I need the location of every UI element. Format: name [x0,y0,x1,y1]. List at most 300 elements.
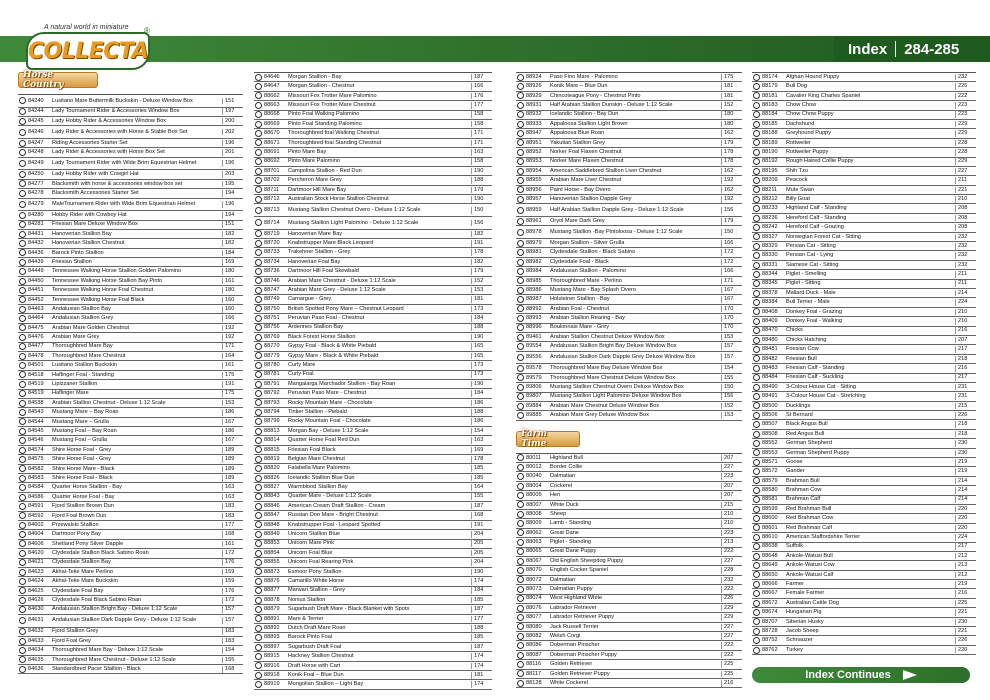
checkbox-circle-icon[interactable] [753,337,760,344]
checkbox-circle-icon[interactable] [19,231,26,238]
checkbox-circle-icon[interactable] [19,666,26,673]
checkbox-circle-icon[interactable] [753,618,760,625]
checkbox-circle-icon[interactable] [753,393,760,400]
checkbox-circle-icon[interactable] [753,468,760,475]
checkbox-circle-icon[interactable] [255,324,262,331]
product-name: Campolina Stallion - Red Dun [288,167,362,174]
checkbox-circle-icon[interactable] [753,308,760,315]
product-code: 88184 [762,111,778,118]
checkbox-circle-icon[interactable] [517,324,524,331]
checkbox-circle-icon[interactable] [255,177,262,184]
product-code: 89806 [526,384,542,390]
checkbox-circle-icon[interactable] [517,511,524,518]
checkbox-circle-icon[interactable] [255,559,262,566]
page-number: 173 [471,362,492,369]
checkbox-circle-icon[interactable] [517,121,524,128]
checkbox-circle-icon[interactable] [19,108,26,115]
checkbox-circle-icon[interactable] [517,384,524,391]
index-row [254,295,492,304]
checkbox-circle-icon[interactable] [19,240,26,247]
checkbox-circle-icon[interactable] [19,221,26,228]
checkbox-circle-icon[interactable] [19,437,26,444]
checkbox-circle-icon[interactable] [19,296,26,303]
page-number: 152 [721,102,742,109]
checkbox-circle-icon[interactable] [255,139,262,146]
checkbox-circle-icon[interactable] [255,390,262,397]
checkbox-circle-icon[interactable] [753,384,760,391]
checkbox-circle-icon[interactable] [517,149,524,156]
checkbox-circle-icon[interactable] [19,628,26,635]
checkbox-circle-icon[interactable] [753,402,760,409]
checkbox-circle-icon[interactable] [753,215,760,222]
page-number: 177 [471,616,492,623]
checkbox-circle-icon[interactable] [19,160,26,167]
checkbox-circle-icon[interactable] [255,92,262,99]
checkbox-circle-icon[interactable] [255,74,262,81]
checkbox-circle-icon[interactable] [19,531,26,538]
checkbox-circle-icon[interactable] [517,92,524,99]
checkbox-circle-icon[interactable] [753,515,760,522]
checkbox-circle-icon[interactable] [255,240,262,247]
index-title: Index [848,40,888,58]
checkbox-circle-icon[interactable] [255,672,262,679]
checkbox-circle-icon[interactable] [517,605,524,612]
checkbox-circle-icon[interactable] [19,418,26,425]
checkbox-circle-icon[interactable] [255,121,262,128]
checkbox-circle-icon[interactable] [19,118,26,125]
checkbox-circle-icon[interactable] [753,299,760,306]
checkbox-circle-icon[interactable] [517,130,524,137]
index-row [516,195,742,204]
checkbox-circle-icon[interactable] [19,140,26,147]
product-name: Akhal-Teke Mare Perlino [52,568,113,575]
checkbox-circle-icon[interactable] [753,224,760,231]
checkbox-circle-icon[interactable] [753,412,760,419]
checkbox-circle-icon[interactable] [255,381,262,388]
checkbox-circle-icon[interactable] [753,121,760,128]
checkbox-circle-icon[interactable] [753,158,760,165]
checkbox-circle-icon[interactable] [753,130,760,137]
checkbox-circle-icon[interactable] [753,83,760,90]
checkbox-circle-icon[interactable] [19,569,26,576]
checkbox-circle-icon[interactable] [517,158,524,165]
index-row [752,355,976,364]
checkbox-circle-icon[interactable] [753,609,760,616]
checkbox-circle-icon[interactable] [19,381,26,388]
checkbox-circle-icon[interactable] [517,259,524,266]
product-code: 88580 [762,487,778,494]
checkbox-circle-icon[interactable] [517,168,524,175]
checkbox-circle-icon[interactable] [19,315,26,322]
checkbox-circle-icon[interactable] [753,318,760,325]
checkbox-circle-icon[interactable] [517,177,524,184]
checkbox-circle-icon[interactable] [255,634,262,641]
checkbox-circle-icon[interactable] [255,277,262,284]
checkbox-circle-icon[interactable] [753,534,760,541]
checkbox-circle-icon[interactable] [255,568,262,575]
checkbox-circle-icon[interactable] [753,628,760,635]
checkbox-circle-icon[interactable] [517,374,524,381]
page-number: 188 [471,625,492,632]
index-row [18,549,243,558]
page-number: 169 [471,447,492,454]
checkbox-circle-icon[interactable] [753,440,760,447]
checkbox-circle-icon[interactable] [255,428,262,435]
checkbox-circle-icon[interactable] [517,207,524,214]
checkbox-circle-icon[interactable] [255,334,262,341]
checkbox-circle-icon[interactable] [517,139,524,146]
index-continues-button[interactable] [752,667,970,683]
checkbox-circle-icon[interactable] [753,487,760,494]
checkbox-circle-icon[interactable] [255,287,262,294]
checkbox-circle-icon[interactable] [517,240,524,247]
checkbox-circle-icon[interactable] [19,278,26,285]
checkbox-circle-icon[interactable] [753,74,760,81]
checkbox-circle-icon[interactable] [255,615,262,622]
checkbox-circle-icon[interactable] [255,644,262,651]
checkbox-circle-icon[interactable] [753,562,760,569]
checkbox-circle-icon[interactable] [517,305,524,312]
checkbox-circle-icon[interactable] [19,512,26,519]
checkbox-circle-icon[interactable] [255,625,262,632]
checkbox-circle-icon[interactable] [517,520,524,527]
checkbox-circle-icon[interactable] [19,428,26,435]
checkbox-circle-icon[interactable] [19,597,26,604]
checkbox-circle-icon[interactable] [753,92,760,99]
checkbox-circle-icon[interactable] [753,553,760,560]
page-number: 190 [471,569,492,576]
checkbox-circle-icon[interactable] [753,590,760,597]
page-number: 179 [721,140,742,147]
checkbox-circle-icon[interactable] [517,83,524,90]
checkbox-circle-icon[interactable] [255,168,262,175]
checkbox-circle-icon[interactable] [753,243,760,250]
checkbox-circle-icon[interactable] [753,346,760,353]
checkbox-circle-icon[interactable] [19,287,26,294]
checkbox-circle-icon[interactable] [753,355,760,362]
checkbox-circle-icon[interactable] [517,277,524,284]
checkbox-circle-icon[interactable] [255,653,262,660]
checkbox-circle-icon[interactable] [19,550,26,557]
checkbox-circle-icon[interactable] [19,522,26,529]
checkbox-circle-icon[interactable] [517,595,524,602]
checkbox-circle-icon[interactable] [255,578,262,585]
checkbox-circle-icon[interactable] [753,139,760,146]
checkbox-circle-icon[interactable] [19,171,26,178]
checkbox-circle-icon[interactable] [255,550,262,557]
checkbox-circle-icon[interactable] [19,306,26,313]
product-name: Turkey [786,646,803,653]
index-row [516,566,742,575]
checkbox-circle-icon[interactable] [753,600,760,607]
index-row [516,632,742,641]
product-code: 88933 [526,120,542,127]
checkbox-circle-icon[interactable] [753,252,760,259]
checkbox-circle-icon[interactable] [255,606,262,613]
checkbox-circle-icon[interactable] [19,456,26,463]
checkbox-circle-icon[interactable] [753,637,760,644]
checkbox-circle-icon[interactable] [255,493,262,500]
checkbox-circle-icon[interactable] [19,324,26,331]
checkbox-circle-icon[interactable] [19,587,26,594]
checkbox-circle-icon[interactable] [255,362,262,369]
checkbox-circle-icon[interactable] [753,431,760,438]
checkbox-circle-icon[interactable] [255,597,262,604]
checkbox-circle-icon[interactable] [19,268,26,275]
checkbox-circle-icon[interactable] [19,484,26,491]
checkbox-circle-icon[interactable] [517,393,524,400]
checkbox-circle-icon[interactable] [753,205,760,212]
checkbox-circle-icon[interactable] [19,149,26,156]
checkbox-circle-icon[interactable] [255,352,262,359]
page-number: 227 [721,464,742,471]
checkbox-circle-icon[interactable] [517,454,524,461]
checkbox-circle-icon[interactable] [517,614,524,621]
checkbox-circle-icon[interactable] [753,477,760,484]
checkbox-circle-icon[interactable] [19,390,26,397]
title-divider [895,41,896,57]
checkbox-circle-icon[interactable] [19,578,26,585]
product-code: 88005 [526,492,542,499]
checkbox-circle-icon[interactable] [753,177,760,184]
checkbox-circle-icon[interactable] [19,503,26,510]
product-code: 89884 [526,402,542,409]
index-row [516,402,742,411]
checkbox-circle-icon[interactable] [517,354,524,361]
checkbox-circle-icon[interactable] [517,249,524,256]
checkbox-circle-icon[interactable] [19,353,26,360]
checkbox-circle-icon[interactable] [19,494,26,501]
page-number: 154 [222,647,243,654]
checkbox-circle-icon[interactable] [19,540,26,547]
checkbox-circle-icon[interactable] [255,158,262,165]
checkbox-circle-icon[interactable] [255,540,262,547]
checkbox-circle-icon[interactable] [255,207,262,214]
checkbox-circle-icon[interactable] [255,186,262,193]
checkbox-circle-icon[interactable] [517,412,524,419]
checkbox-circle-icon[interactable] [19,617,26,624]
page-number: 226 [955,637,976,644]
checkbox-circle-icon[interactable] [517,567,524,574]
checkbox-circle-icon[interactable] [255,456,262,463]
checkbox-circle-icon[interactable] [517,268,524,275]
checkbox-circle-icon[interactable] [753,102,760,109]
checkbox-circle-icon[interactable] [517,483,524,490]
checkbox-circle-icon[interactable] [19,400,26,407]
checkbox-circle-icon[interactable] [517,296,524,303]
checkbox-circle-icon[interactable] [255,230,262,237]
checkbox-circle-icon[interactable] [255,268,262,275]
checkbox-circle-icon[interactable] [19,362,26,369]
checkbox-circle-icon[interactable] [517,315,524,322]
page-number: 154 [471,428,492,435]
checkbox-circle-icon[interactable] [517,661,524,668]
checkbox-circle-icon[interactable] [753,581,760,588]
checkbox-circle-icon[interactable] [753,571,760,578]
checkbox-circle-icon[interactable] [753,186,760,193]
checkbox-circle-icon[interactable] [753,543,760,550]
checkbox-circle-icon[interactable] [255,446,262,453]
checkbox-circle-icon[interactable] [517,623,524,630]
checkbox-circle-icon[interactable] [255,681,262,688]
checkbox-circle-icon[interactable] [517,529,524,536]
index-row [752,636,976,645]
index-row [752,111,976,120]
checkbox-circle-icon[interactable] [19,129,26,136]
checkbox-circle-icon[interactable] [753,421,760,428]
checkbox-circle-icon[interactable] [255,409,262,416]
checkbox-circle-icon[interactable] [19,371,26,378]
checkbox-circle-icon[interactable] [517,670,524,677]
product-code: 88481 [762,346,778,353]
checkbox-circle-icon[interactable] [753,449,760,456]
checkbox-circle-icon[interactable] [753,280,760,287]
product-name: Lady Hobby Rider with Cowgirl Hat [52,171,139,178]
checkbox-circle-icon[interactable] [517,218,524,225]
index-row [254,671,492,680]
checkbox-circle-icon[interactable] [753,262,760,269]
checkbox-circle-icon[interactable] [517,287,524,294]
product-code: 88892 [264,624,280,631]
checkbox-circle-icon[interactable] [753,459,760,466]
page-number: 163 [471,437,492,444]
checkbox-circle-icon[interactable] [255,521,262,528]
checkbox-circle-icon[interactable] [255,196,262,203]
checkbox-circle-icon[interactable] [19,647,26,654]
checkbox-circle-icon[interactable] [517,74,524,81]
checkbox-circle-icon[interactable] [517,473,524,480]
checkbox-circle-icon[interactable] [753,168,760,175]
page-number: 160 [222,297,243,304]
checkbox-circle-icon[interactable] [753,374,760,381]
checkbox-circle-icon[interactable] [753,327,760,334]
checkbox-circle-icon[interactable] [255,587,262,594]
checkbox-circle-icon[interactable] [753,290,760,297]
checkbox-circle-icon[interactable] [255,219,262,226]
checkbox-circle-icon[interactable] [517,586,524,593]
checkbox-circle-icon[interactable] [517,633,524,640]
checkbox-circle-icon[interactable] [517,642,524,649]
checkbox-circle-icon[interactable] [753,647,760,654]
checkbox-circle-icon[interactable] [255,484,262,491]
checkbox-circle-icon[interactable] [19,409,26,416]
checkbox-circle-icon[interactable] [255,512,262,519]
checkbox-circle-icon[interactable] [517,501,524,508]
checkbox-circle-icon[interactable] [255,130,262,137]
checkbox-circle-icon[interactable] [255,662,262,669]
checkbox-circle-icon[interactable] [19,343,26,350]
checkbox-circle-icon[interactable] [255,315,262,322]
page-number: 167 [222,437,243,444]
checkbox-circle-icon[interactable] [517,334,524,341]
checkbox-circle-icon[interactable] [255,83,262,90]
product-code: 84450 [28,277,44,284]
product-code: 88996 [526,324,542,331]
checkbox-circle-icon[interactable] [517,403,524,410]
checkbox-circle-icon[interactable] [753,506,760,513]
checkbox-circle-icon[interactable] [753,233,760,240]
checkbox-circle-icon[interactable] [753,365,760,372]
checkbox-circle-icon[interactable] [255,503,262,510]
checkbox-circle-icon[interactable] [255,371,262,378]
checkbox-circle-icon[interactable] [19,447,26,454]
checkbox-circle-icon[interactable] [753,271,760,278]
checkbox-circle-icon[interactable] [753,196,760,203]
checkbox-circle-icon[interactable] [517,680,524,687]
index-row [18,577,243,586]
product-name: Great Dane [550,529,579,536]
checkbox-circle-icon[interactable] [517,652,524,659]
product-code: 84604 [28,531,44,538]
product-name: Tennessee Walking Horse Foal Chestnut [52,287,154,294]
checkbox-circle-icon[interactable] [19,259,26,266]
checkbox-circle-icon[interactable] [517,576,524,583]
checkbox-circle-icon[interactable] [517,464,524,471]
checkbox-circle-icon[interactable] [517,539,524,546]
checkbox-circle-icon[interactable] [19,180,26,187]
checkbox-circle-icon[interactable] [753,524,760,531]
checkbox-circle-icon[interactable] [517,343,524,350]
checkbox-circle-icon[interactable] [19,97,26,104]
checkbox-circle-icon[interactable] [19,656,26,663]
checkbox-circle-icon[interactable] [255,305,262,312]
checkbox-circle-icon[interactable] [517,229,524,236]
checkbox-circle-icon[interactable] [517,365,524,372]
checkbox-circle-icon[interactable] [517,548,524,555]
product-code: 88087 [526,651,542,658]
index-row [752,420,976,429]
checkbox-circle-icon[interactable] [19,201,26,208]
checkbox-circle-icon[interactable] [19,249,26,256]
checkbox-circle-icon[interactable] [517,186,524,193]
checkbox-circle-icon[interactable] [517,111,524,118]
checkbox-circle-icon[interactable] [19,465,26,472]
checkbox-circle-icon[interactable] [517,102,524,109]
page-number: 216 [721,680,742,687]
checkbox-circle-icon[interactable] [255,475,262,482]
checkbox-circle-icon[interactable] [753,111,760,118]
checkbox-circle-icon[interactable] [255,111,262,118]
checkbox-circle-icon[interactable] [19,334,26,341]
checkbox-circle-icon[interactable] [255,399,262,406]
checkbox-circle-icon[interactable] [255,531,262,538]
product-name: Arabian Stallion Rearing - Bay [550,315,625,322]
checkbox-circle-icon[interactable] [19,475,26,482]
checkbox-circle-icon[interactable] [255,102,262,109]
checkbox-circle-icon[interactable] [753,496,760,503]
checkbox-circle-icon[interactable] [255,465,262,472]
checkbox-circle-icon[interactable] [517,558,524,565]
checkbox-circle-icon[interactable] [753,149,760,156]
checkbox-circle-icon[interactable] [255,149,262,156]
page-number: 183 [222,503,243,510]
checkbox-circle-icon[interactable] [255,296,262,303]
product-name: Camarillo White Horse [288,578,344,584]
checkbox-circle-icon[interactable] [255,249,262,256]
checkbox-circle-icon[interactable] [19,212,26,219]
checkbox-circle-icon[interactable] [255,418,262,425]
checkbox-circle-icon[interactable] [255,437,262,444]
checkbox-circle-icon[interactable] [19,638,26,645]
checkbox-circle-icon[interactable] [19,606,26,613]
checkbox-circle-icon[interactable] [517,492,524,499]
product-name: Thoroughbred Mare Bay [52,343,113,350]
checkbox-circle-icon[interactable] [255,343,262,350]
checkbox-circle-icon[interactable] [19,559,26,566]
checkbox-circle-icon[interactable] [517,196,524,203]
checkbox-circle-icon[interactable] [255,259,262,266]
checkbox-circle-icon[interactable] [19,190,26,197]
